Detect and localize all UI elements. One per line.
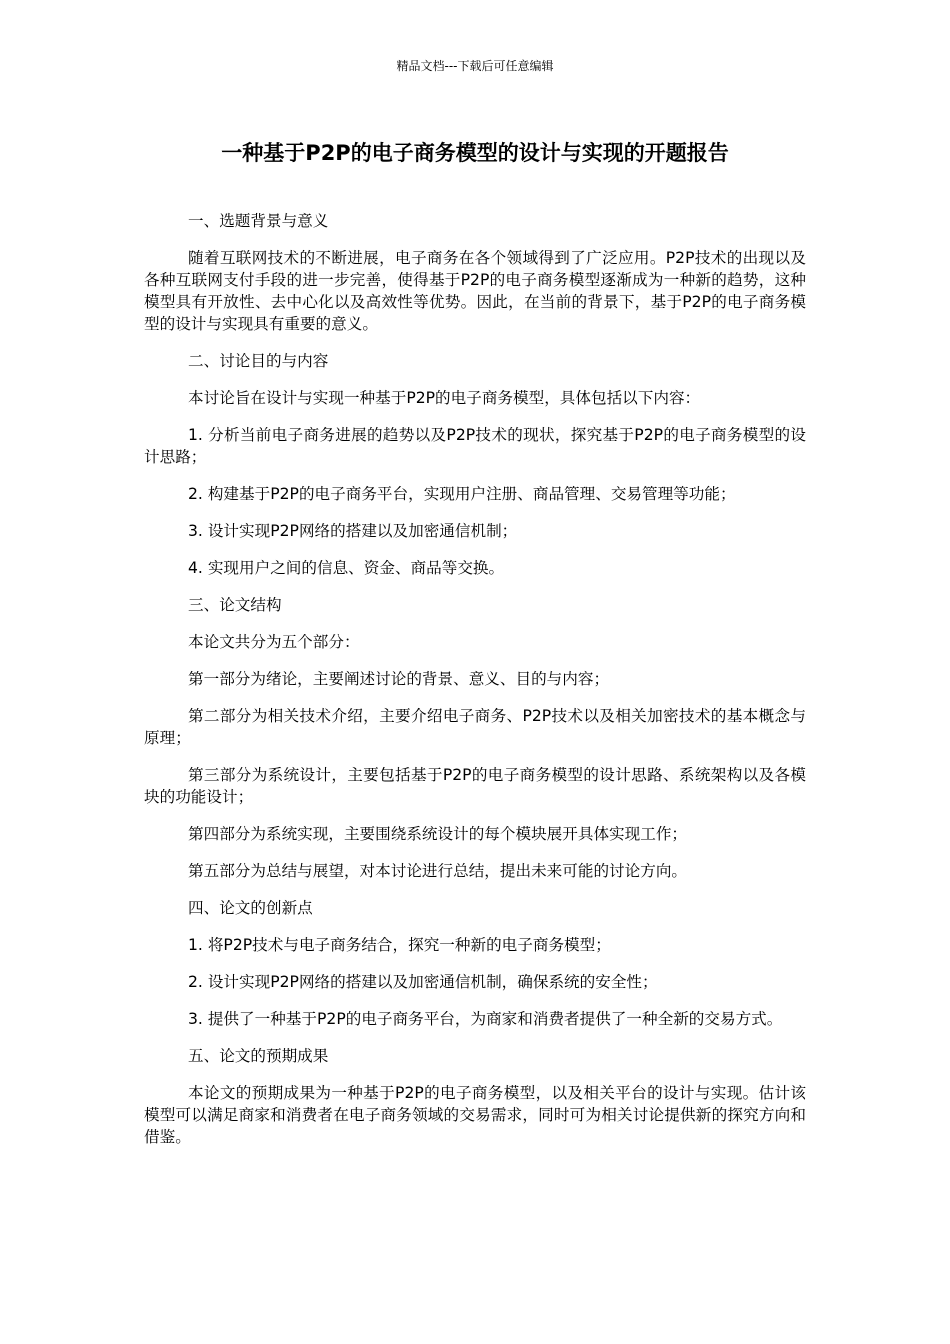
document-body <box>144 210 806 1163</box>
list-item-innovation-2: 2. 设计实现P2P网络的搭建以及加密通信机制，确保系统的安全性； <box>188 973 658 991</box>
paragraph-outcomes: 本论文的预期成果为一种基于P2P的电子商务模型，以及相关平台的设计与实现。估计该模型可以满足商家和消费者在电子商务领域的交易需求，同时可为相关讨论提供新的探究方向和借鉴。 <box>144 1084 806 1146</box>
list-item-purpose-4: 4. 实现用户之间的信息、资金、商品等交换。 <box>188 559 505 577</box>
header-note: 精品文档---下载后可任意编辑 <box>396 59 554 73</box>
paragraph-structure-intro: 本论文共分为五个部分： <box>188 633 360 651</box>
structure-part-4: 第四部分为系统实现，主要围绕系统设计的每个模块展开具体实现工作； <box>188 825 688 843</box>
structure-part-5: 第五部分为总结与展望，对本讨论进行总结，提出未来可能的讨论方向。 <box>188 862 688 880</box>
list-item-innovation-1: 1. 将P2P技术与电子商务结合，探究一种新的电子商务模型； <box>188 936 611 954</box>
section-heading-background: 一、选题背景与意义 <box>188 212 329 230</box>
list-item-purpose-3: 3. 设计实现P2P网络的搭建以及加密通信机制； <box>188 522 518 540</box>
section-heading-structure: 三、论文结构 <box>188 596 282 614</box>
paragraph-purpose-intro: 本讨论旨在设计与实现一种基于P2P的电子商务模型，具体包括以下内容： <box>188 389 701 407</box>
section-heading-purpose: 二、讨论目的与内容 <box>188 352 329 370</box>
section-heading-innovation: 四、论文的创新点 <box>188 899 313 917</box>
section-heading-outcomes: 五、论文的预期成果 <box>188 1047 329 1065</box>
list-item-innovation-3: 3. 提供了一种基于P2P的电子商务平台，为商家和消费者提供了一种全新的交易方式。 <box>188 1010 783 1028</box>
list-item-purpose-2: 2. 构建基于P2P的电子商务平台，实现用户注册、商品管理、交易管理等功能； <box>188 485 736 503</box>
structure-part-2: 第二部分为相关技术介绍，主要介绍电子商务、P2P技术以及相关加密技术的基本概念与原理； <box>144 707 806 747</box>
paragraph-background: 随着互联网技术的不断进展，电子商务在各个领域得到了广泛应用。P2P技术的出现以及各种互联网支付手段的进一步完善，使得基于P2P的电子商务模型逐渐成为一种新的趋势，这种模型具有开放性、去中心化以及高效性等优势。因此，在当前的背景下，基于P2P的电子商务模型的设计与实现具有重要的意义。 <box>144 249 806 333</box>
structure-part-3: 第三部分为系统设计，主要包括基于P2P的电子商务模型的设计思路、系统架构以及各模块的功能设计； <box>144 766 806 806</box>
list-item-purpose-1: 1. 分析当前电子商务进展的趋势以及P2P技术的现状，探究基于P2P的电子商务模型的设计思路； <box>144 426 806 466</box>
structure-part-1: 第一部分为绪论，主要阐述讨论的背景、意义、目的与内容； <box>188 670 610 688</box>
document-title: 一种基于P2P的电子商务模型的设计与实现的开题报告 <box>221 141 729 165</box>
